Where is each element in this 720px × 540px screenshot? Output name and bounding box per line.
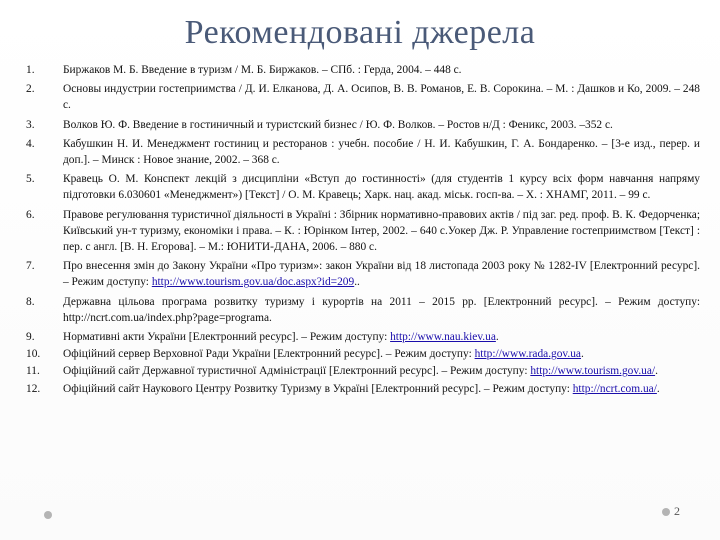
reference-text: Нормативні акти України [Електронний ресурс]. – Режим доступу: bbox=[63, 331, 391, 344]
reference-text-wrap bbox=[63, 117, 700, 133]
reference-text-wrap bbox=[63, 346, 700, 362]
reference-text-wrap bbox=[63, 329, 700, 345]
reference-number: 5. bbox=[26, 173, 35, 186]
reference-text-wrap bbox=[63, 81, 700, 113]
reference-link[interactable]: http://www.tourism.gov.ua/doc.aspx?id=209 bbox=[151, 276, 355, 289]
reference-link[interactable]: http://www.tourism.gov.ua/ bbox=[530, 365, 656, 378]
reference-text-wrap bbox=[63, 381, 700, 397]
reference-text-wrap bbox=[63, 136, 700, 168]
reference-text: Биржаков М. Б. Введение в туризм / М. Б. Биржаков. – СПб. : Герда, 2004. – 448 с. bbox=[63, 64, 462, 76]
reference-number: 10. bbox=[26, 348, 41, 361]
reference-text: Кравець О. М. Конспект лекцій з дисципліни «Вступ до гостинності» (для студентів 1 курсу всіх форм навчання напряму підготовки 6.030601 «Менеджмент») [Текст] / О. М. Кравець; Харк. нац. акад. міськ. госп-ва. – Х. : ХНАМГ, 2011. – 99 с. bbox=[63, 173, 700, 202]
reference-text-wrap bbox=[63, 62, 700, 78]
reference-item bbox=[26, 136, 700, 168]
reference-text: Про внесення змін до Закону України «Про туризм»: закон України від 18 листопада 2003 року № 1282-IV [Електронний ресурс]. – Режим доступу: bbox=[63, 260, 700, 289]
reference-text: Правове регулювання туристичної діяльності в Україні : Збірник нормативно-правових актів / під заг. ред. проф. В. К. Федорченка; Київський ун-т туризму, економіки і права. – К. : Юрінком Інтер, 2002. – 640 с.Уокер Дж. Р. Управление гостеприимством [Текст] : пер. с англ. [В. Н. Егорова]. – М.: ЮНИТИ-ДАНА, 2006. – 880 с. bbox=[63, 208, 700, 254]
reference-item bbox=[26, 363, 700, 379]
reference-number: 2. bbox=[26, 83, 35, 96]
page-number-area bbox=[662, 504, 680, 519]
slide-title: Рекомендовані джерела bbox=[184, 14, 536, 51]
reference-item bbox=[26, 117, 700, 133]
reference-number: 1. bbox=[26, 64, 35, 76]
reference-number: 12. bbox=[26, 382, 41, 395]
reference-link-suffix: . bbox=[656, 382, 660, 395]
reference-number: 11. bbox=[26, 365, 40, 378]
reference-number: 8. bbox=[26, 295, 35, 308]
reference-item bbox=[26, 81, 700, 113]
page-number: 2 bbox=[674, 504, 680, 518]
reference-item bbox=[26, 346, 700, 362]
reference-link[interactable]: http://www.nau.kiev.ua bbox=[390, 331, 496, 344]
reference-link-suffix: . bbox=[495, 331, 499, 344]
reference-number: 3. bbox=[26, 118, 35, 131]
reference-link-suffix: . bbox=[581, 348, 584, 361]
reference-number: 7. bbox=[26, 260, 35, 273]
reference-text-wrap bbox=[63, 171, 700, 203]
reference-link-suffix: . bbox=[655, 365, 658, 378]
reference-item bbox=[26, 62, 700, 78]
footer-bullet-icon bbox=[44, 511, 52, 519]
reference-text: Основы индустрии гостеприимства / Д. И. Елканова, Д. А. Осипов, В. В. Романов, Е. В. Сорокина. – М. : Дашков и Ко, 2009. – 248 с. bbox=[63, 83, 700, 112]
reference-text: Офіційний сервер Верховної Ради України [Електронний ресурс]. – Режим доступу: bbox=[63, 348, 475, 361]
reference-item bbox=[26, 171, 700, 203]
reference-item bbox=[26, 381, 700, 397]
reference-number: 9. bbox=[26, 331, 35, 344]
reference-item bbox=[26, 294, 700, 326]
reference-text-wrap bbox=[63, 363, 700, 379]
reference-text: Офіційний сайт Державної туристичної Адміністрації [Електронний ресурс]. – Режим доступу: bbox=[63, 365, 531, 378]
reference-text-wrap bbox=[63, 258, 700, 290]
reference-text: Волков Ю. Ф. Введение в гостиничный и туристский бизнес / Ю. Ф. Волков. – Ростов н/Д : Феникс, 2003. –352 с. bbox=[63, 118, 613, 131]
reference-text: Державна цільова програма розвитку туризму і курортів на 2011 – 2015 рр. [Електронний ресурс]. – Режим доступу: http://ncrt.com.ua/index.php?page=programa. bbox=[63, 295, 700, 324]
reference-item bbox=[26, 207, 700, 256]
reference-list bbox=[26, 62, 700, 398]
reference-link[interactable]: http://www.rada.gov.ua bbox=[474, 348, 581, 361]
reference-text: Кабушкин Н. И. Менеджмент гостиниц и ресторанов : учебн. пособие / Н. И. Кабушкин, Г. А. Бондаренко. – [3-е изд., перер. и доп.]. – Минск : Новое знание, 2002. – 368 с. bbox=[63, 137, 700, 167]
page-bullet-icon bbox=[662, 508, 670, 516]
reference-text-wrap bbox=[63, 294, 700, 326]
reference-text-wrap bbox=[63, 207, 700, 256]
reference-text: Офіційний сайт Наукового Центру Розвитку Туризму в Україні [Електронний ресурс]. – Режим доступу: bbox=[63, 382, 573, 395]
reference-link-suffix: .. bbox=[354, 276, 360, 289]
reference-link[interactable]: http://ncrt.com.ua/ bbox=[572, 382, 657, 395]
reference-number: 6. bbox=[26, 208, 35, 221]
reference-item bbox=[26, 258, 700, 290]
reference-item bbox=[26, 329, 700, 345]
reference-number: 4. bbox=[26, 137, 35, 150]
